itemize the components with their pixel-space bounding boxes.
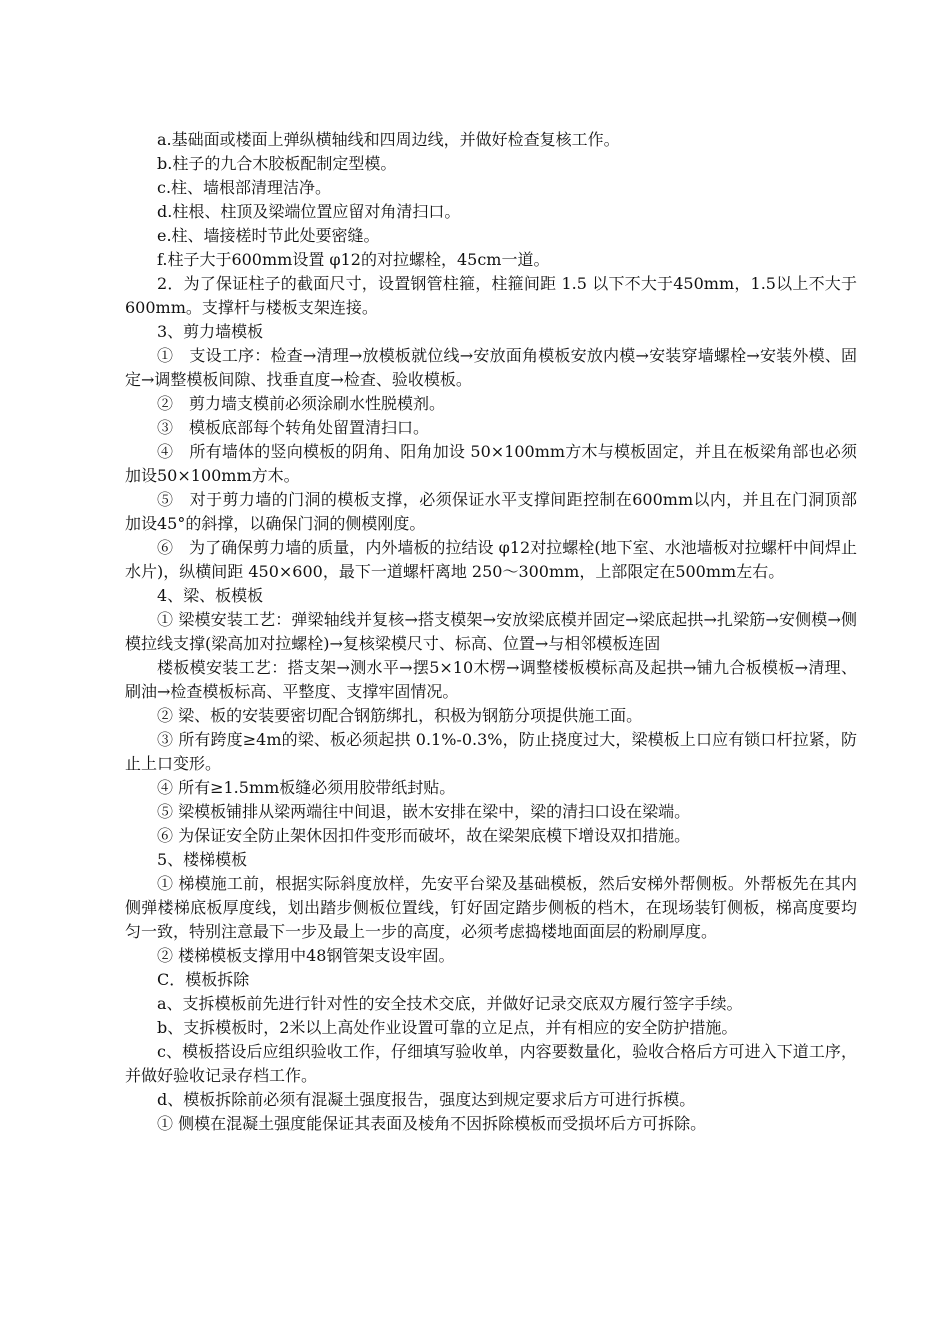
document-body [125, 128, 857, 1136]
section-heading: 4、梁、板模板 [157, 586, 264, 605]
paragraph: a.基础面或楼面上弹纵横轴线和四周边线，并做好检查复核工作。 [157, 130, 620, 149]
paragraph: ⑥ 为了确保剪力墙的质量，内外墙板的拉结设 φ12对拉螺栓(地下室、水池墙板对拉螺杆中间焊止水片)，纵横间距 450×600，最下一道螺杆离地 250～300mm，上部限定在500mm左右。 [125, 538, 857, 581]
paragraph: c、模板搭设后应组织验收工作，仔细填写验收单，内容要数量化，验收合格后方可进入下道工序，并做好验收记录存档工作。 [125, 1042, 857, 1085]
paragraph: e.柱、墙接槎时节此处要密缝。 [157, 226, 380, 245]
paragraph: 2．为了保证柱子的截面尺寸，设置钢管柱箍，柱箍间距 1.5 以下不大于450mm，1.5以上不大于600mm。支撑杆与楼板支架连接。 [125, 274, 857, 317]
section-heading: 3、剪力墙模板 [157, 322, 264, 341]
paragraph: d、模板拆除前必须有混凝土强度报告，强度达到规定要求后方可进行拆模。 [157, 1090, 696, 1109]
paragraph: ① 梯模施工前，根据实际斜度放样，先安平台梁及基础模板，然后安梯外帮侧板。外帮板先在其内侧弹楼梯底板厚度线，划出踏步侧板位置线，钉好固定踏步侧板的档木，在现场装钉侧板，梯高度要均匀一致，特别注意最下一步及最上一步的高度，必须考虑捣楼地面面层的粉刷厚度。 [125, 874, 857, 941]
paragraph: d.柱根、柱顶及梁端位置应留对角清扫口。 [157, 202, 461, 221]
paragraph: ⑤ 对于剪力墙的门洞的模板支撑，必须保证水平支撑间距控制在600mm以内，并且在门洞顶部加设45°的斜撑，以确保门洞的侧模刚度。 [125, 490, 857, 533]
section-heading: C．模板拆除 [157, 970, 250, 989]
paragraph: ① 侧模在混凝土强度能保证其表面及棱角不因拆除模板而受损坏后方可拆除。 [157, 1114, 707, 1133]
paragraph: ⑤ 梁模板铺排从梁两端往中间退，嵌木安排在梁中，梁的清扫口设在梁端。 [157, 802, 691, 821]
paragraph: ② 剪力墙支模前必须涂刷水性脱模剂。 [157, 394, 446, 413]
paragraph: ③ 模板底部每个转角处留置清扫口。 [157, 418, 430, 437]
paragraph: b、支拆模板时，2米以上高处作业设置可靠的立足点，并有相应的安全防护措施。 [157, 1018, 738, 1037]
paragraph: c.柱、墙根部清理洁净。 [157, 178, 332, 197]
paragraph: ③ 所有跨度≥4m的梁、板必须起拱 0.1%-0.3%，防止挠度过大，梁模板上口应有锁口杆拉紧，防止上口变形。 [125, 730, 857, 773]
paragraph: ⑥ 为保证安全防止架休因扣件变形而破坏，故在梁架底模下增设双扣措施。 [157, 826, 691, 845]
paragraph: f.柱子大于600mm设置 φ12的对拉螺栓，45cm一道。 [157, 250, 550, 269]
section-heading: 5、楼梯模板 [157, 850, 248, 869]
paragraph: b.柱子的九合木胶板配制定型模。 [157, 154, 397, 173]
paragraph: a、支拆模板前先进行针对性的安全技术交底，并做好记录交底双方履行签字手续。 [157, 994, 743, 1013]
paragraph: ④ 所有墙体的竖向模板的阴角、阳角加设 50×100mm方木与模板固定，并且在板梁角部也必须加设50×100mm方木。 [125, 442, 857, 485]
paragraph: 楼板模安装工艺：搭支架→测水平→摆5×10木楞→调整楼板模标高及起拱→铺九合板模板→清理、刷油→检查模板标高、平整度、支撑牢固情况。 [125, 658, 857, 701]
paragraph: ② 梁、板的安装要密切配合钢筋绑扎，积极为钢筋分项提供施工面。 [157, 706, 643, 725]
paragraph: ② 楼梯模板支撑用中48钢管架支设牢固。 [157, 946, 455, 965]
paragraph: ④ 所有≥1.5mm板缝必须用胶带纸封贴。 [157, 778, 456, 797]
paragraph: ① 梁模安装工艺：弹梁轴线并复核→搭支模架→安放梁底模并固定→梁底起拱→扎梁筋→安侧模→侧模拉线支撑(梁高加对拉螺栓)→复核梁模尺寸、标高、位置→与相邻模板连固 [125, 610, 857, 653]
paragraph: ① 支设工序：检查→清理→放模板就位线→安放面角模板安放内模→安装穿墙螺栓→安装外模、固定→调整模板间隙、找垂直度→检查、验收模板。 [125, 346, 857, 389]
